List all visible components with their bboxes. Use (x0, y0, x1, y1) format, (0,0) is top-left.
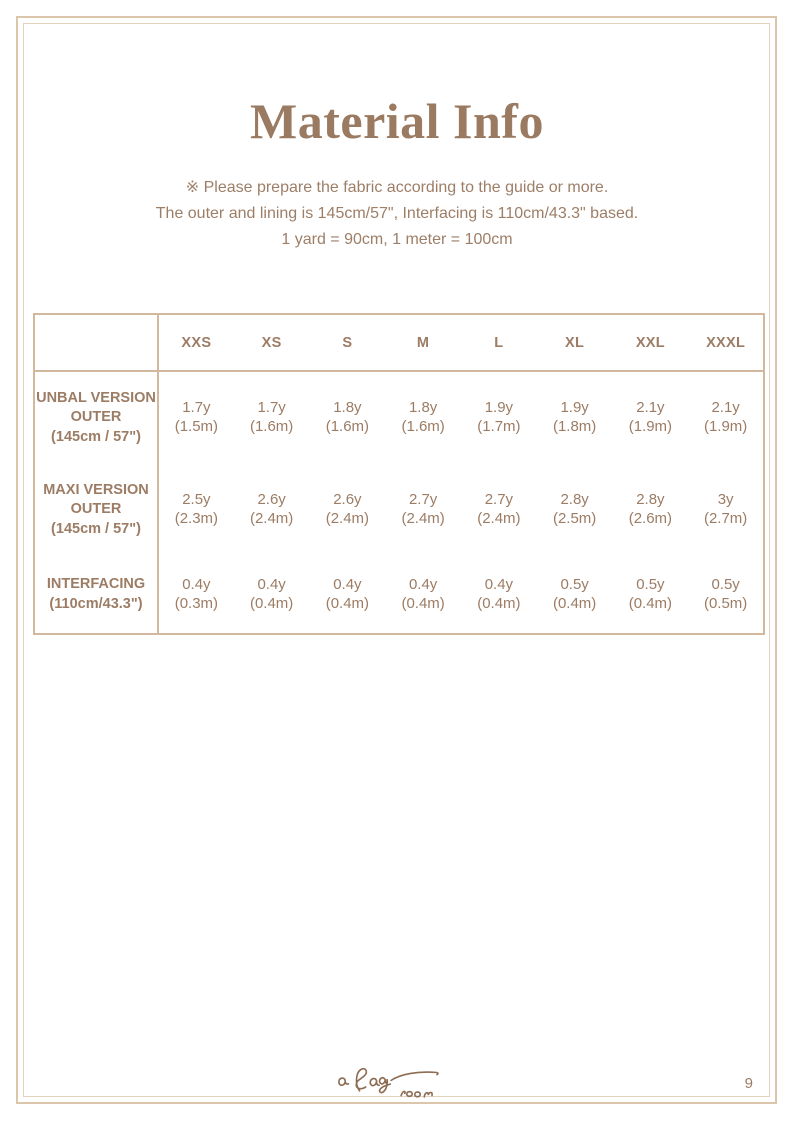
row-label: UNBAL VERSION OUTER (145cm / 57") (34, 371, 158, 464)
size-header-xxxl: XXXL (706, 334, 746, 351)
quantity-cell: 0.5y (0.4m) (552, 575, 597, 612)
quantity-cell: 0.4y (0.4m) (477, 575, 521, 612)
quantity-cell: 2.7y (2.4m) (401, 491, 445, 527)
size-header-xxs: XXS (181, 334, 212, 351)
table-corner-cell (34, 314, 158, 371)
quantity-cell: 0.4y (0.4m) (249, 575, 294, 612)
quantity-cell: 2.8y (2.5m) (552, 491, 597, 527)
size-header-l: L (494, 334, 504, 351)
quantity-cell: 1.9y (1.8m) (552, 399, 597, 435)
row-label: MAXI VERSION OUTER (145cm / 57") (34, 464, 158, 556)
quantity-cell: 1.8y (1.6m) (401, 399, 445, 435)
quantity-cell: 1.7y (1.5m) (174, 399, 219, 435)
quantity-cell: 2.8y (2.6m) (628, 491, 673, 527)
material-table-body (34, 371, 764, 634)
row-label: INTERFACING (110cm/43.3") (34, 556, 158, 634)
quantity-cell: 1.8y (1.6m) (325, 399, 370, 435)
quantity-cell: 2.7y (2.4m) (477, 491, 521, 527)
quantity-cell: 1.7y (1.6m) (249, 399, 294, 435)
size-header-row (34, 314, 764, 371)
size-header-m: M (416, 334, 430, 351)
quantity-cell: 0.4y (0.4m) (401, 575, 445, 612)
table-row (34, 371, 764, 464)
quantity-cell: 3y (2.7m) (703, 491, 748, 527)
size-header-xl: XL (565, 334, 585, 351)
size-header-xs: XS (261, 334, 282, 351)
size-header-xxl: XXL (635, 334, 665, 351)
quantity-cell: 2.6y (2.4m) (325, 491, 370, 527)
material-table-wrap (33, 313, 765, 635)
size-header-s: S (342, 334, 353, 351)
page-number: 9 (744, 1075, 753, 1092)
table-row (34, 556, 764, 634)
quantity-cell: 2.1y (1.9m) (703, 399, 748, 435)
page-title: Material Info (250, 93, 544, 149)
note-line-1: ※ Please prepare the fabric according to the guide or more. (185, 179, 609, 196)
quantity-cell: 2.1y (1.9m) (628, 399, 673, 435)
quantity-cell: 2.5y (2.3m) (174, 491, 219, 527)
material-table (33, 313, 765, 635)
quantity-cell: 0.4y (0.4m) (325, 575, 370, 612)
quantity-cell: 0.5y (0.5m) (703, 575, 748, 612)
quantity-cell: 0.5y (0.4m) (628, 575, 673, 612)
quantity-cell: 1.9y (1.7m) (477, 399, 521, 435)
note-line-2: The outer and lining is 145cm/57", Interfacing is 110cm/43.3" based. (155, 205, 639, 222)
note-line-3: 1 yard = 90cm, 1 meter = 100cm (281, 231, 513, 248)
signature-script-icon (331, 1054, 455, 1102)
quantity-cell: 0.4y (0.3m) (174, 575, 219, 612)
brand-signature (331, 1054, 455, 1102)
table-row (34, 464, 764, 556)
quantity-cell: 2.6y (2.4m) (249, 491, 294, 527)
fabric-notes (0, 175, 794, 253)
